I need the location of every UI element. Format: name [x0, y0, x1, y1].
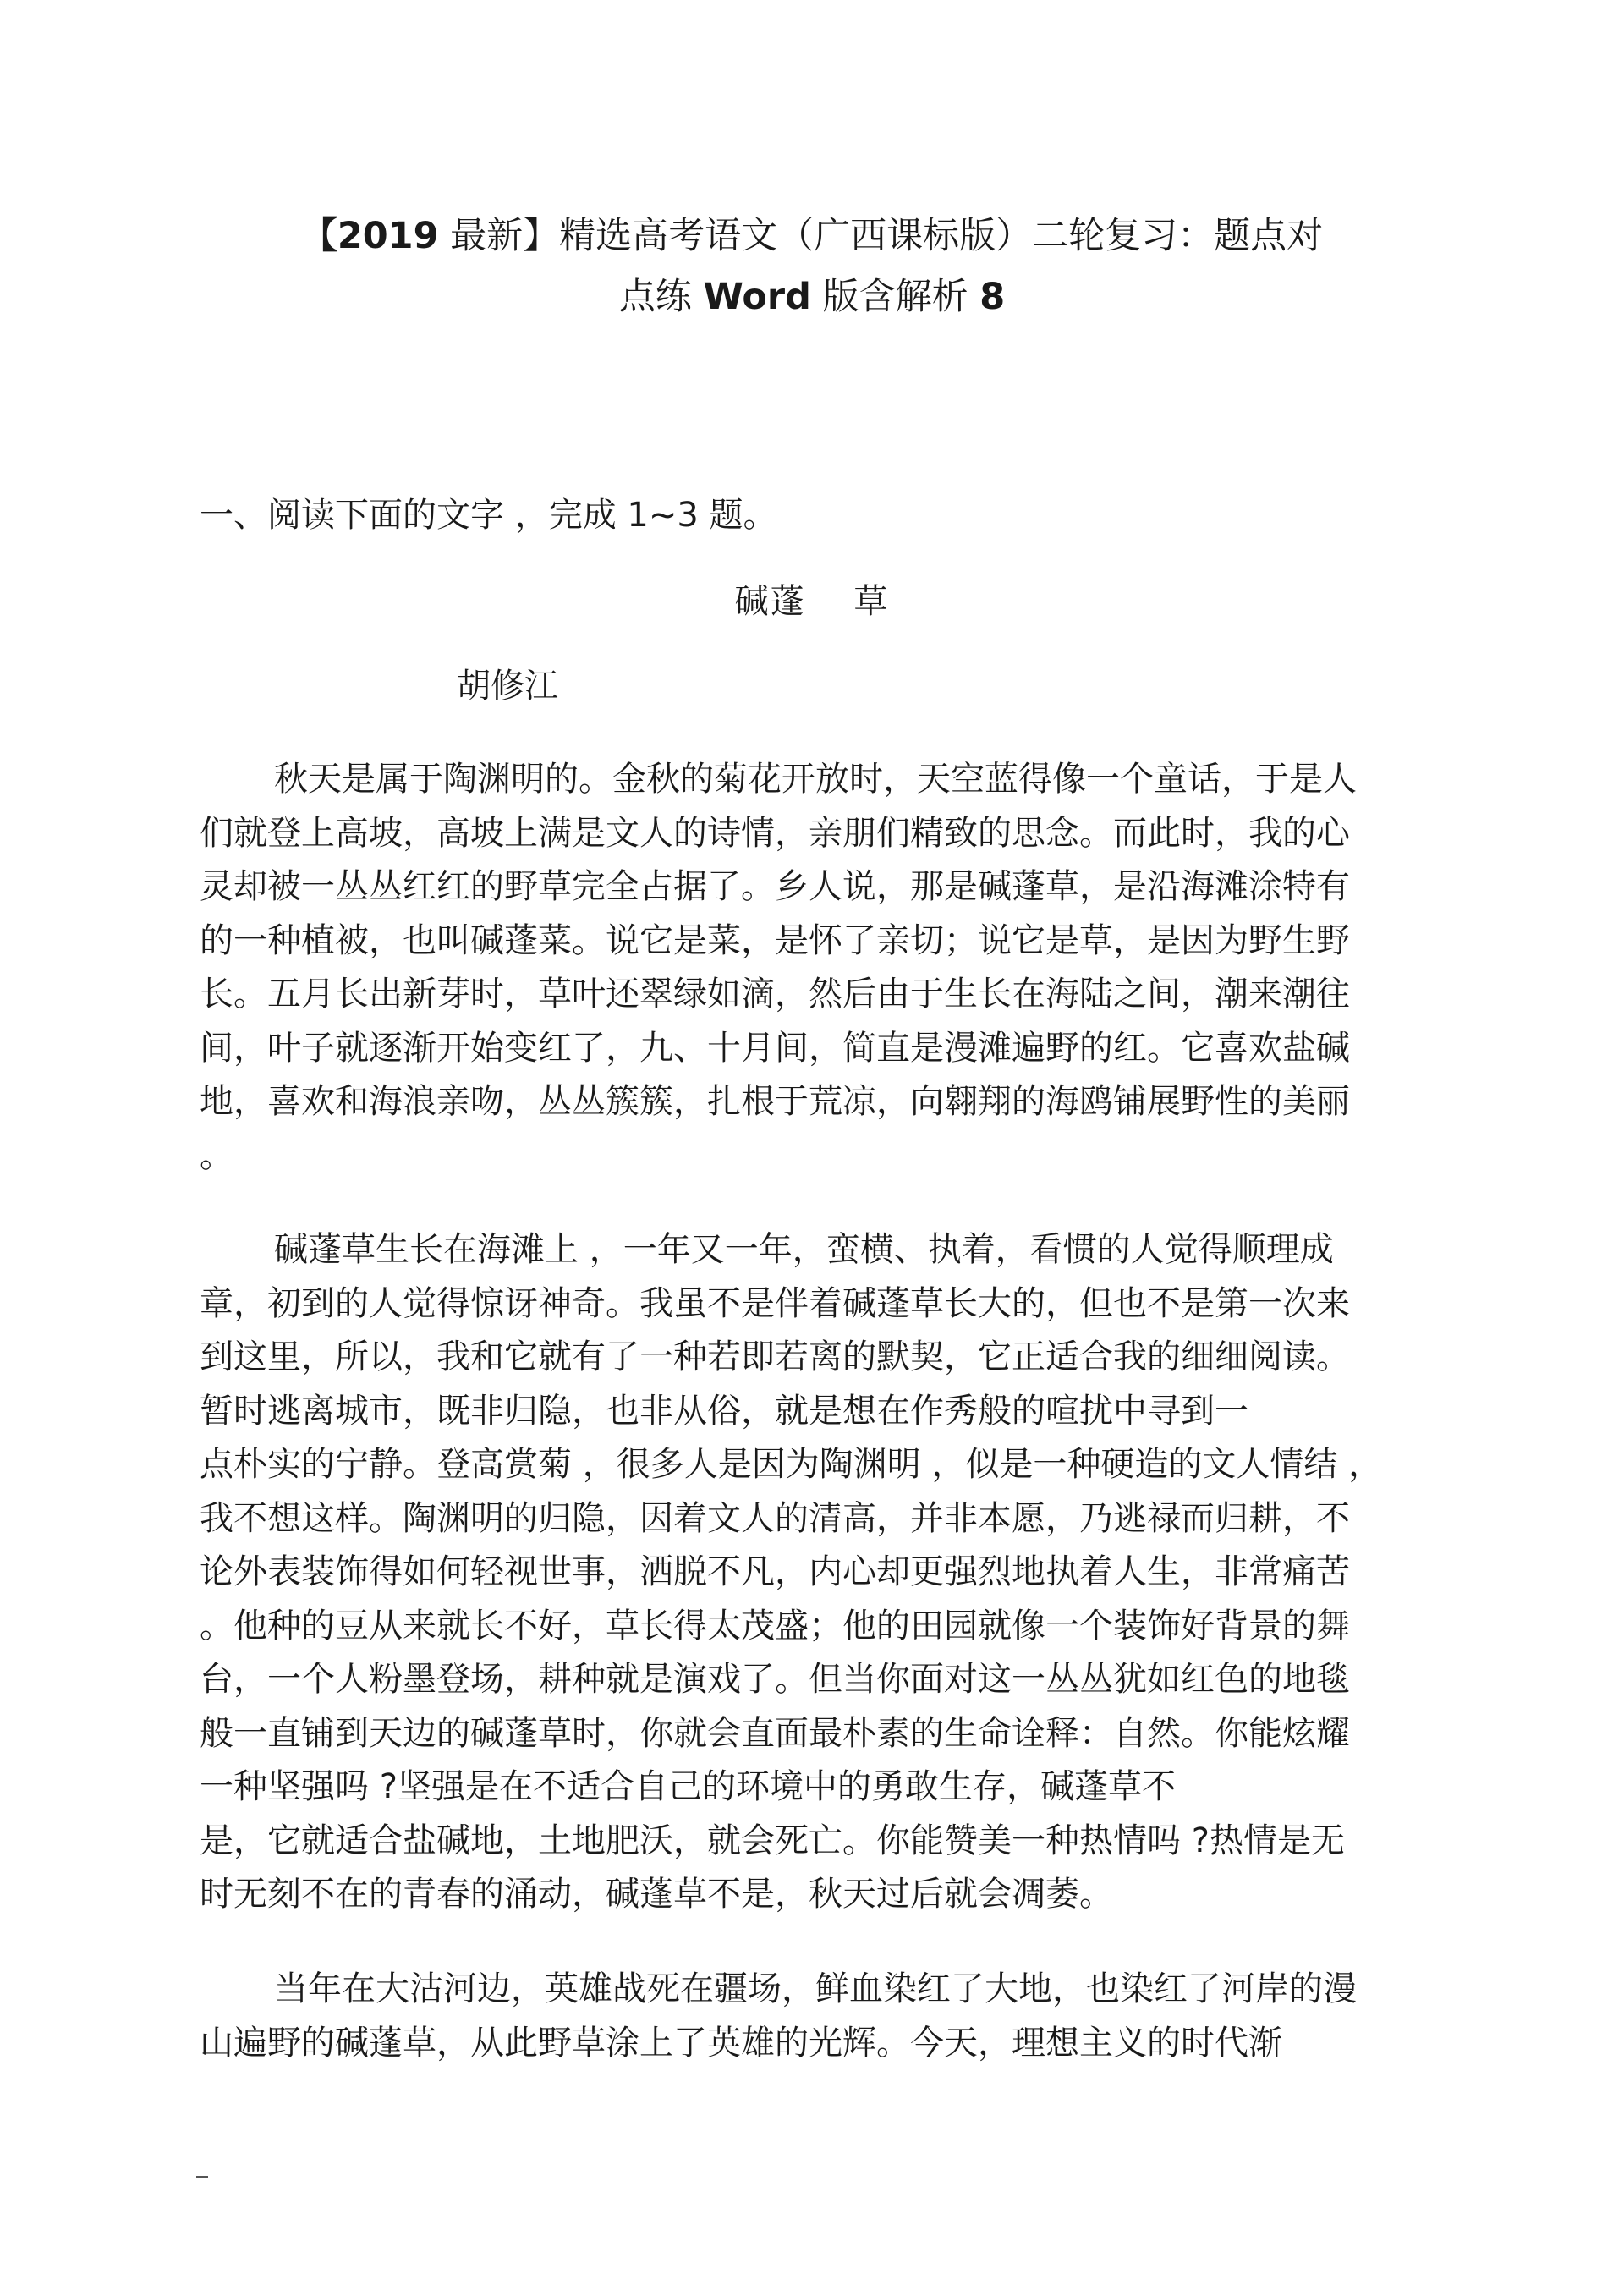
paragraph-line: 我不想这样。陶渊明的归隐，因着文人的清高，并非本愿，乃逃禄而归耕，不	[200, 1498, 1350, 1538]
paragraph-line: 般一直铺到天边的碱蓬草时，你就会直面最朴素的生命诠释：自然。你能炫耀	[200, 1713, 1350, 1753]
paragraph-line: 。他种的豆从来就长不好，草长得太茂盛；他的田园就像一个装饰好背景的舞	[200, 1606, 1350, 1645]
paragraph-line: 台，一个人粉墨登场，耕种就是演戏了。但当你面对这一丛丛犹如红色的地毯	[200, 1660, 1350, 1699]
paragraph-line: 论外表装饰得如何轻视世事，洒脱不凡，内心却更强烈地执着人生，非常痛苦	[200, 1552, 1350, 1591]
article-author: 胡修江	[457, 667, 558, 706]
paragraph-line: 点朴实的宁静。登高赏菊 ，很多人是因为陶渊明 ，似是一种硬造的文人情结 ，	[200, 1445, 1383, 1484]
paragraph-line: 。	[200, 1135, 233, 1175]
paragraph-line: 碱蓬草生长在海滩上 ，一年又一年，蛮横、执着，看惯的人觉得顺理成	[274, 1230, 1334, 1269]
paragraph-1	[200, 753, 1426, 1183]
paragraph-3	[200, 1963, 1426, 2070]
paragraph-2	[200, 1223, 1426, 1922]
title-number: 8	[979, 276, 1006, 318]
article-title: 碱蓬 草	[734, 582, 890, 621]
footer-dash-mark	[196, 2176, 208, 2178]
paragraph-line: 间，叶子就逐渐开始变红了，九、十月间，简直是漫滩遍野的红。它喜欢盐碱	[200, 1028, 1350, 1068]
paragraph-line: 长。五月长出新芽时，草叶还翠绿如滴，然后由于生长在海陆之间，潮来潮往	[200, 975, 1350, 1013]
paragraph-line: 章，初到的人觉得惊讶神奇。我虽不是伴着碱蓬草长大的，但也不是第一次来	[200, 1283, 1350, 1323]
paragraph-line: 暂时逃离城市，既非归隐，也非从俗，就是想在作秀般的喧扰中寻到一	[200, 1391, 1248, 1431]
paragraph-line: 时无刻不在的青春的涌动，碱蓬草不是，秋天过后就会凋萎。	[200, 1875, 1113, 1914]
document-title-line-2	[135, 274, 1489, 320]
paragraph-line: 们就登上高坡，高坡上满是文人的诗情，亲朋们精致的思念。而此时，我的心	[200, 813, 1350, 853]
title-text-1: 最新】精选高考语文（广西课标版）二轮复习：题点对	[438, 215, 1324, 257]
document-title-line-1	[135, 213, 1489, 259]
paragraph-line: 一种坚强吗 ?坚强是在不适合自己的环境中的勇敢生存，碱蓬草不	[200, 1767, 1176, 1806]
title-text-2a: 点练	[618, 276, 704, 318]
paragraph-line: 地，喜欢和海浪亲吻，丛丛簇簇，扎根于荒凉，向翱翔的海鸥铺展野性的美丽	[200, 1082, 1350, 1121]
paragraph-line: 到这里，所以，我和它就有了一种若即若离的默契，它正适合我的细细阅读。	[200, 1338, 1350, 1376]
title-open-bracket: 【	[300, 215, 337, 257]
paragraph-line: 秋天是属于陶渊明的。金秋的菊花开放时，天空蓝得像一个童话，于是人	[274, 760, 1357, 799]
title-year: 2019	[337, 215, 439, 257]
paragraph-line: 当年在大沽河边，英雄战死在疆场，鲜血染红了大地，也染红了河岸的漫	[274, 1969, 1357, 2008]
section-heading: 一、阅读下面的文字 ，完成 1~3 题。	[200, 496, 777, 535]
paragraph-line: 山遍野的碱蓬草，从此野草涂上了英雄的光辉。今天，理想主义的时代渐	[200, 2023, 1282, 2063]
paragraph-line: 的一种植被，也叫碱蓬菜。说它是菜，是怀了亲切；说它是草，是因为野生野	[200, 920, 1350, 960]
paragraph-line: 灵却被一丛丛红红的野草完全占据了。乡人说，那是碱蓬草，是沿海滩涂特有	[200, 867, 1350, 906]
title-word: Word	[703, 276, 811, 318]
paragraph-line: 是，它就适合盐碱地，土地肥沃，就会死亡。你能赞美一种热情吗 ?热情是无	[200, 1821, 1345, 1860]
title-text-2b: 版含解析	[810, 276, 980, 318]
